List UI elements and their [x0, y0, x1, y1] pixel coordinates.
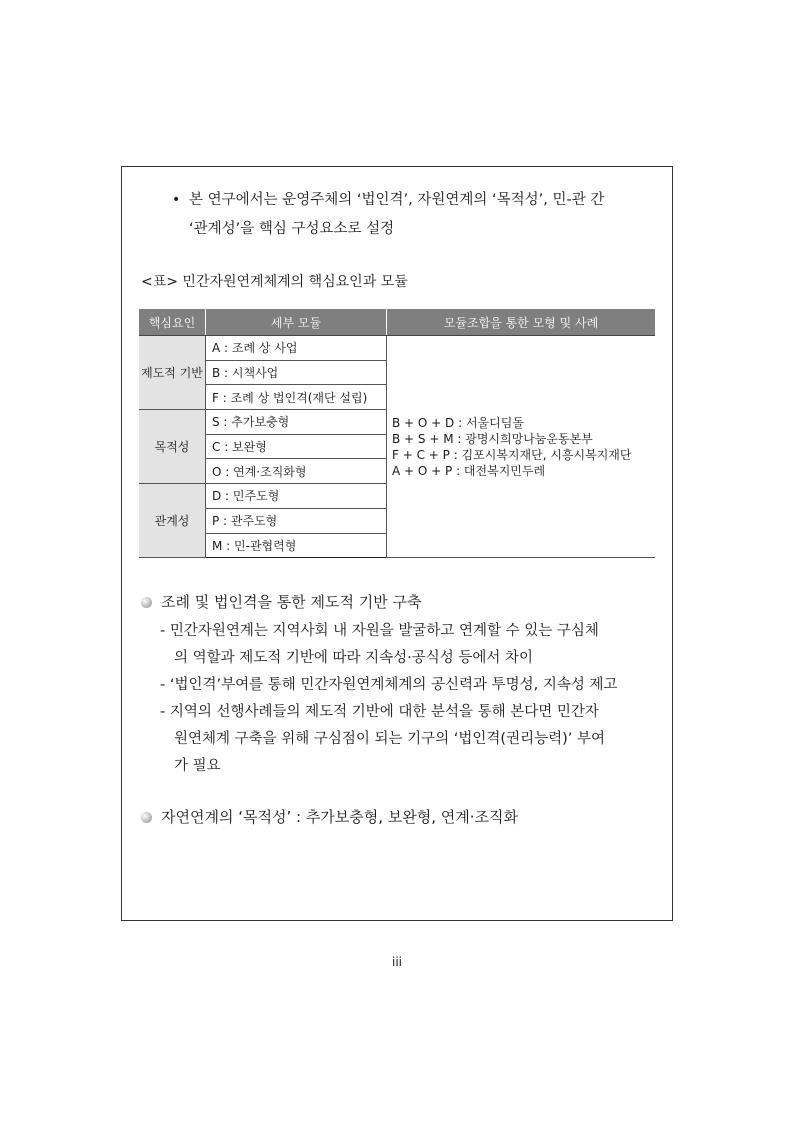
list-item: - ‘법인격’부여를 통해 민간자원연계체계의 공신력과 투명성, 지속성 제고: [160, 677, 618, 693]
intro-text-1: 본 연구에서는 운영주체의 ‘법인격’, 자원연계의 ‘목적성’, 민-관 간: [189, 192, 605, 208]
models-cell: [387, 336, 656, 558]
section-title: 자연연계의 ‘목적성’ : 추가보충형, 보완형, 연계·조직화: [161, 808, 519, 826]
factor-cell: 목적성: [139, 410, 206, 484]
table-caption: <표> 민간자원연계체계의 핵심요인과 모듈: [141, 274, 408, 290]
list-item: 가 필요: [174, 758, 221, 774]
table-row: [139, 336, 655, 361]
list-item: 의 역할과 제도적 기반에 따라 지속성·공식성 등에서 차이: [174, 650, 534, 666]
module-cell: M : 민-관협력형: [206, 533, 387, 558]
bullet-dot: •: [172, 192, 181, 208]
module-cell: A : 조례 상 사업: [206, 336, 387, 361]
header-module: 세부 모듈: [206, 309, 387, 336]
sphere-bullet-icon: [141, 812, 152, 823]
module-cell: D : 민주도형: [206, 484, 387, 509]
module-cell: S : 추가보충형: [206, 410, 387, 435]
section-institutional-basis: [141, 591, 421, 612]
intro-text-2: ‘관계성’을 핵심 구성요소로 설정: [189, 221, 395, 237]
page-number: iii: [391, 955, 402, 969]
model-item: B + O + D : 서울디딤돌: [392, 415, 524, 430]
sphere-bullet-icon: [141, 597, 152, 608]
module-cell: P : 관주도형: [206, 508, 387, 533]
model-item: B + S + M : 광명시희망나눔운동본부: [392, 431, 593, 446]
table-header-row: [139, 309, 655, 336]
section-purpose: [141, 806, 518, 827]
list-item: - 지역의 선행사례들의 제도적 기반에 대한 분석을 통해 본다면 민간자: [160, 704, 599, 720]
factors-table: [139, 309, 655, 558]
header-factor: 핵심요인: [139, 309, 206, 336]
module-cell: F : 조례 상 법인격(재단 설립): [206, 385, 387, 410]
list-item: 원연체계 구축을 위해 구심점이 되는 기구의 ‘법인격(권리능력)’ 부여: [174, 731, 605, 747]
module-cell: B : 시책사업: [206, 360, 387, 385]
factor-cell: 관계성: [139, 484, 206, 558]
section-title: 조례 및 법인격을 통한 제도적 기반 구축: [161, 593, 422, 611]
intro-bullet-line-1: [172, 186, 661, 215]
intro-bullet-line-2: [189, 215, 675, 244]
header-models: 모듈조합을 통한 모형 및 사례: [387, 309, 656, 336]
model-item: A + O + P : 대전복지민두레: [392, 463, 546, 478]
module-cell: C : 보완형: [206, 434, 387, 459]
list-item: - 민간자원연계는 지역사회 내 자원을 발굴하고 연계할 수 있는 구심체: [160, 623, 599, 639]
module-cell: O : 연계·조직화형: [206, 459, 387, 484]
factor-cell: 제도적 기반: [139, 336, 206, 410]
model-item: F + C + P : 김포시복지재단, 시흥시복지재단: [392, 447, 632, 462]
